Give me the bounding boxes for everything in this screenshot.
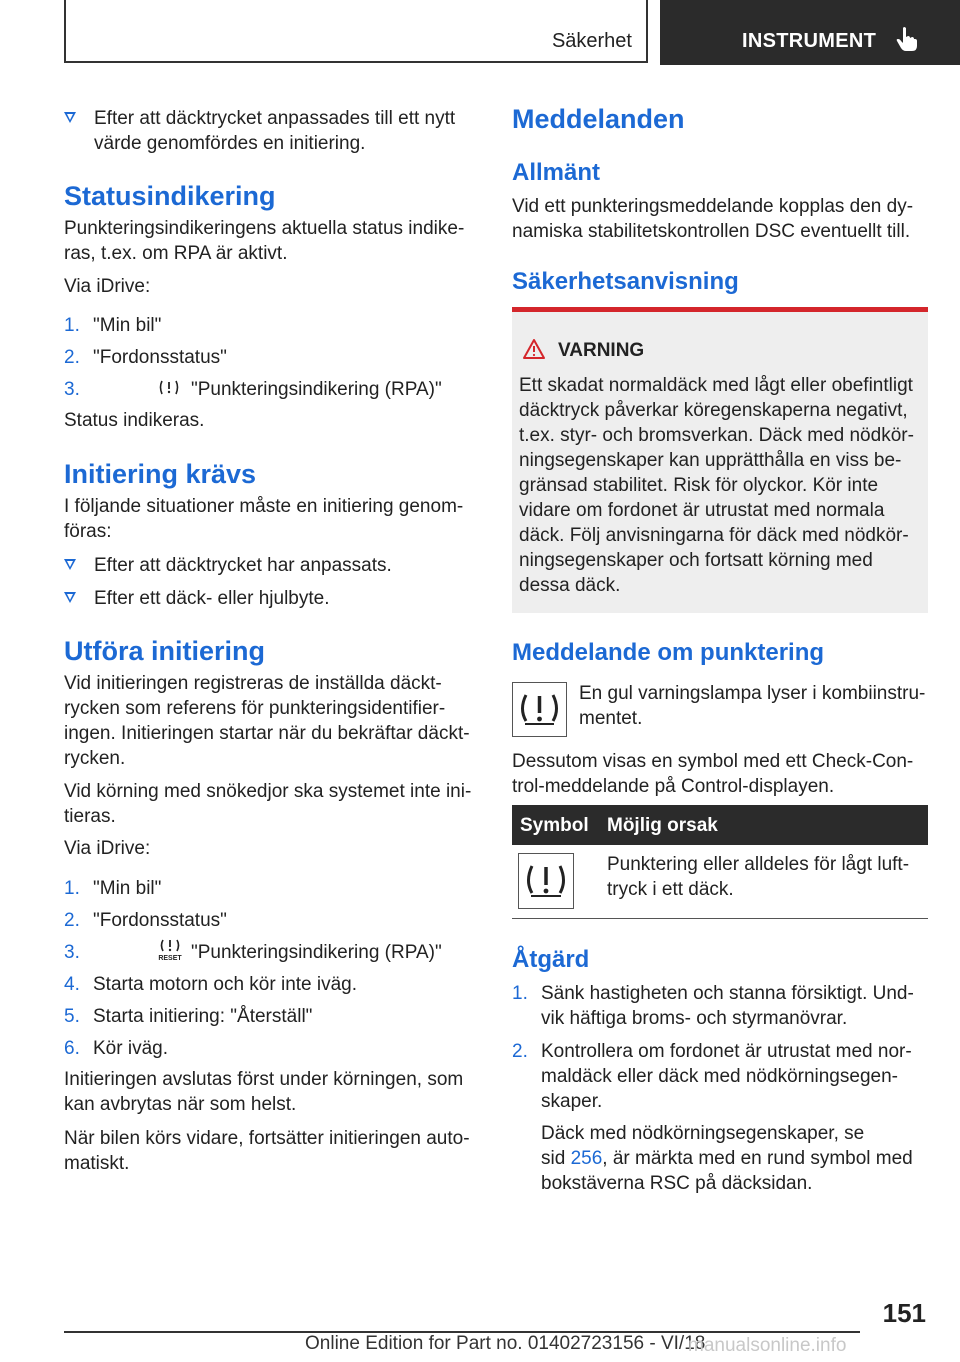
- perform-end2-line2: matiskt.: [64, 1153, 130, 1174]
- status-steps: [64, 313, 484, 409]
- status-text-line1: Punkteringsindikeringens aktuella status indike-: [64, 218, 465, 239]
- table-header-symbol: Symbol: [520, 815, 589, 836]
- bullet-triangle-icon: [64, 112, 76, 123]
- perform-text2-line1: Vid körning med snökedjor ska systemet inte ini-: [64, 781, 472, 802]
- status-result: Status indikeras.: [64, 410, 205, 431]
- perform-text-line4: rycken.: [64, 748, 126, 769]
- init-req-bullet-1: Efter att däcktrycket har anpassats.: [64, 553, 484, 578]
- status-step-2: 2. "Fordonsstatus": [64, 347, 227, 368]
- perform-step-6: 6. Kör iväg.: [64, 1038, 168, 1059]
- safety-title: Säkerhetsanvisning: [512, 268, 739, 295]
- bullet-triangle-icon: [64, 592, 76, 603]
- general-text: [512, 194, 913, 244]
- perform-end2-line1: När bilen körs vidare, fortsätter initieringen auto-: [64, 1128, 470, 1149]
- flat-msg-lamp-text: En gul varningslampa lyser i kombiinstru- mentet.: [579, 683, 926, 729]
- init-req-text-line1: I följande situationer måste en initiering genom-: [64, 496, 464, 517]
- warning-box: [512, 307, 928, 613]
- status-text: [64, 216, 464, 266]
- warning-label: VARNING: [558, 340, 645, 361]
- perform-end1-line2: kan avbrytas när som helst.: [64, 1094, 297, 1115]
- general-title: Allmänt: [512, 159, 601, 186]
- perform-text-line3: ingen. Initieringen startar när du bekräftar däckt-: [64, 723, 470, 744]
- init-req-bullet-2: Efter ett däck- eller hjulbyte.: [64, 586, 484, 611]
- action-step-2: 2. Kontrollera om fordonet är utrustat med nor- maldäck eller däck med nödkörningsegen- skaper.: [512, 1041, 912, 1112]
- footer-edition: Online Edition for Part no. 01402723156 - VI/18: [305, 1333, 706, 1354]
- intro-bullet: [64, 106, 484, 156]
- init-req-text: [64, 494, 463, 544]
- perform-end1-line1: Initieringen avslutas först under körningen, som: [64, 1069, 464, 1090]
- perform-end2: [64, 1126, 470, 1176]
- header-section-label: Säkerhet: [551, 30, 632, 52]
- general-text-line2: namiska stabilitetskontrollen DSC eventuellt till.: [512, 221, 911, 242]
- perform-title: Utföra initiering: [64, 636, 265, 666]
- table-header-cause: Möjlig orsak: [607, 815, 718, 836]
- tire-warning-lamp-icon: [512, 682, 567, 737]
- perform-end1: [64, 1067, 463, 1117]
- perform-step-2: 2. "Fordonsstatus": [64, 910, 227, 931]
- tire-reset-icon-label: RESET: [158, 955, 182, 962]
- perform-via: Via iDrive:: [64, 838, 151, 859]
- action-note: Däck med nödkörningsegenskaper, se sid 256, är märkta med en rund symbol med bokstäverna RSC på däcksidan.: [541, 1123, 913, 1194]
- status-via: Via iDrive:: [64, 276, 151, 297]
- footer-watermark: manualsonline.info: [688, 1335, 847, 1356]
- action-title: Åtgärd: [512, 946, 590, 973]
- perform-text-line2: rycken som referens för punkteringsidentifier-: [64, 698, 446, 719]
- status-text-line2: ras, t.ex. om RPA är aktivt.: [64, 243, 288, 264]
- init-req-title: Initiering krävs: [64, 459, 257, 489]
- perform-step-3: 3. RESET "Punkteringsindikering (RPA)": [64, 940, 484, 972]
- init-req-text-line2: föras:: [64, 521, 112, 542]
- perform-step-5: 5. Starta initiering: "Återställ": [64, 1006, 313, 1027]
- warning-triangle-icon: [522, 338, 546, 360]
- warning-text: Ett skadat normaldäck med lågt eller obefintligt däcktryck påverkar köregenskaperna negativt, t.ex. styr- och bromsverkan. Däck med nödkör- ningsegenskaper kan upprätthålla en viss be- gränsad stabilitet. Risk för olyckor. Kör inte vidare om fordonet är utrustat med normala däck. Följ anvisningarna för däck med nödkör- ningsegenskaper och fortsatt körning med dessa däck.: [519, 375, 914, 596]
- general-text-line1: Vid ett punkteringsmeddelande kopplas den dy-: [512, 196, 914, 217]
- tire-pressure-icon: [157, 378, 181, 400]
- header-section-box: [64, 0, 648, 63]
- perform-text2-line2: tieras.: [64, 806, 116, 827]
- perform-step-4: 4. Starta motorn och kör inte iväg.: [64, 974, 358, 995]
- table-bottom-rule: [512, 918, 928, 919]
- hand-pointer-icon: [896, 26, 918, 52]
- perform-text-line1: Vid initieringen registreras de inställda däckt-: [64, 673, 442, 694]
- table-header: [512, 805, 928, 845]
- status-step-3: 3. "Punkteringsindikering (RPA)": [64, 379, 442, 400]
- bullet-triangle-icon: [64, 559, 76, 570]
- intro-bullet-line2: värde genomfördes en initiering.: [94, 133, 366, 154]
- header-chapter-box: [660, 0, 960, 65]
- intro-bullet-line1: Efter att däcktrycket anpassades till ett nytt: [94, 108, 456, 129]
- messages-title: Meddelanden: [512, 104, 685, 134]
- status-step-1: 1. "Min bil": [64, 315, 162, 336]
- perform-steps: [64, 876, 484, 1068]
- flat-msg-title: Meddelande om punktering: [512, 639, 825, 666]
- table-tire-warning-icon: [518, 853, 574, 909]
- action-step-1: 1. Sänk hastigheten och stanna försiktigt. Und- vik häftiga broms- och styrmanövrar.: [512, 983, 914, 1029]
- header-chapter-label: INSTRUMENT: [742, 30, 877, 52]
- table-row-cause: Punktering eller alldeles för lågt luft- tryck i ett däck.: [607, 854, 910, 900]
- tire-reset-icon: [157, 938, 183, 966]
- page-ref-link[interactable]: 256: [570, 1148, 603, 1169]
- page-number: 151: [882, 1298, 926, 1328]
- perform-step-1: 1. "Min bil": [64, 878, 162, 899]
- status-title: Statusindikering: [64, 181, 276, 211]
- flat-msg-text: Dessutom visas en symbol med ett Check-Con- trol-meddelande på Control-displayen.: [512, 751, 914, 797]
- perform-text: [64, 671, 470, 771]
- perform-text2: [64, 779, 471, 829]
